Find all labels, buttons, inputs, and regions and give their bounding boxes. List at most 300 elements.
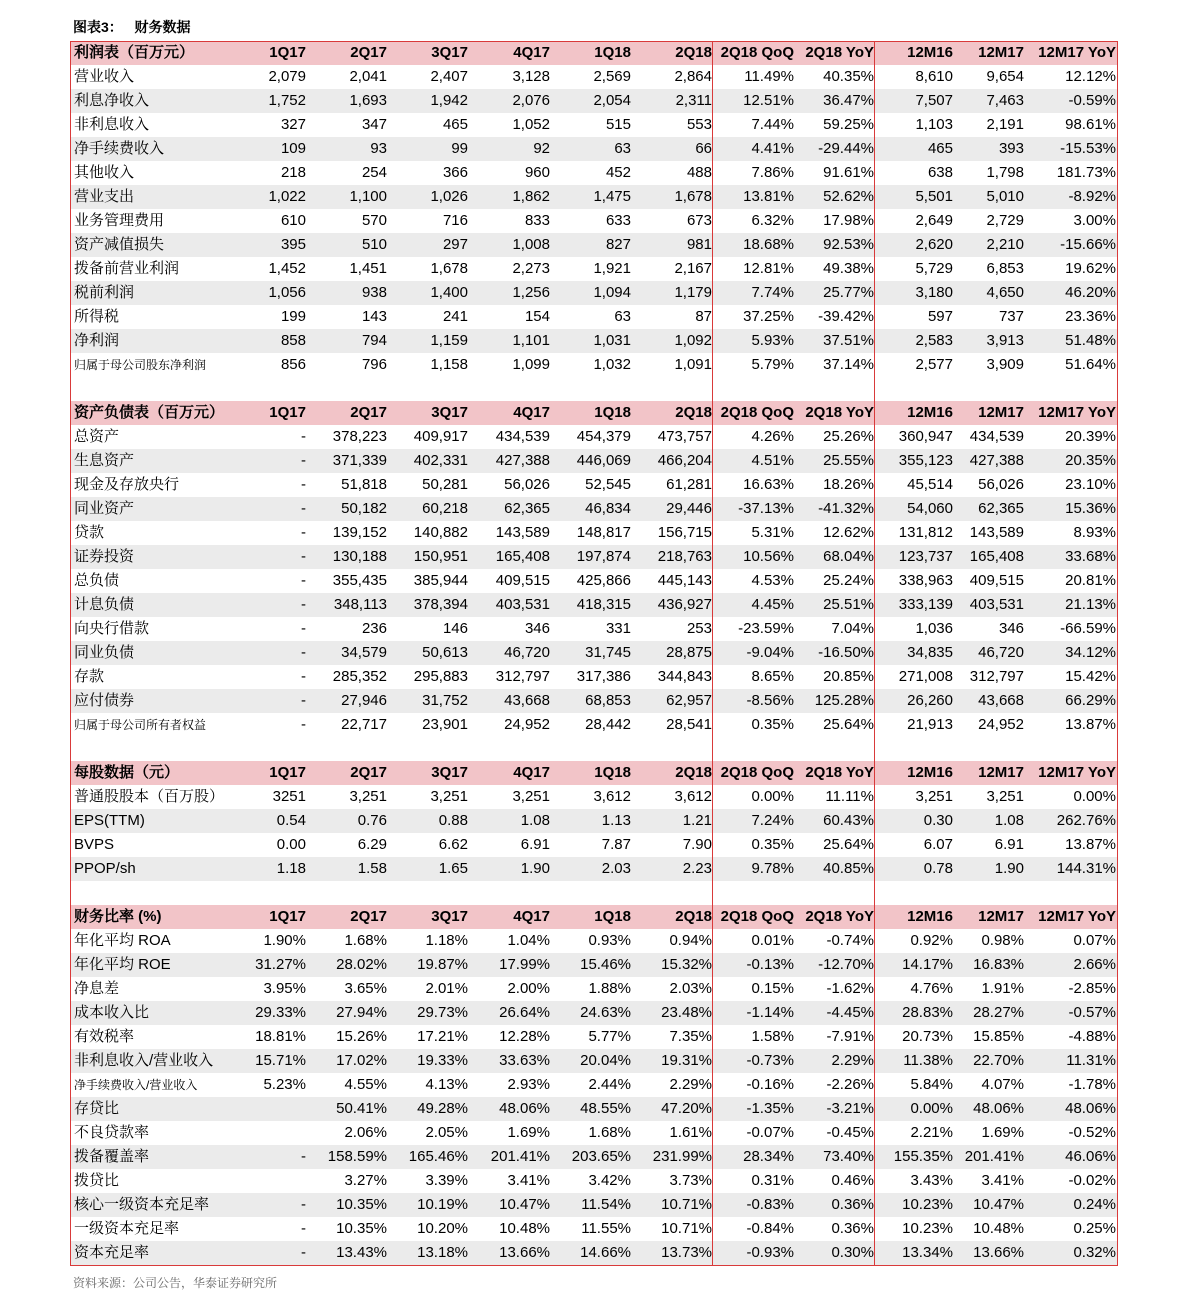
table-cell: 1.04% <box>507 932 550 949</box>
table-cell: 0.88 <box>389 809 470 833</box>
table-cell: - <box>301 524 306 541</box>
table-cell: 2,054 <box>552 89 633 113</box>
table-cell: 1.91% <box>981 980 1024 997</box>
table-cell: 201.41% <box>955 1145 1026 1169</box>
table-cell: 0.30 <box>876 809 955 833</box>
table-cell: - <box>242 689 308 713</box>
table-cell: 59.25% <box>823 116 874 133</box>
table-cell: 10.48% <box>973 1220 1024 1237</box>
table-cell: 231.99% <box>633 1145 714 1169</box>
table-cell: 1.90 <box>955 857 1026 881</box>
table-cell: 15.26% <box>336 1028 387 1045</box>
table-cell: 10.71% <box>633 1193 714 1217</box>
table-cell: 47.20% <box>633 1097 714 1121</box>
table-row <box>70 809 1118 833</box>
table-cell: -9.04% <box>714 641 796 665</box>
row-label: 成本收入比 <box>70 1001 242 1025</box>
table-cell: 3,128 <box>512 68 550 85</box>
column-header: 12M17 YoY <box>1026 401 1118 425</box>
table-cell: -1.78% <box>1068 1076 1116 1093</box>
table-cell: 12.51% <box>714 89 796 113</box>
table-cell: 26,260 <box>876 689 955 713</box>
table-cell: -37.13% <box>714 497 796 521</box>
table-row <box>70 113 1118 137</box>
table-cell: 4.07% <box>981 1076 1024 1093</box>
table-cell: 295,883 <box>413 668 468 685</box>
table-cell: 92 <box>470 137 552 161</box>
table-cell: 3,251 <box>512 788 550 805</box>
table-cell: 99 <box>389 137 470 161</box>
table-cell: 2.21% <box>910 1124 953 1141</box>
table-cell: 165,408 <box>470 545 552 569</box>
table-cell: 2,273 <box>512 260 550 277</box>
table-cell: - <box>301 716 306 733</box>
table-cell: 18.81% <box>255 1028 306 1045</box>
table-cell: 0.35% <box>751 836 794 853</box>
table-cell: 570 <box>361 212 387 229</box>
table-cell: 1.08 <box>955 809 1026 833</box>
table-cell: 2,864 <box>674 68 712 85</box>
table-cell: 8.93% <box>1073 524 1116 541</box>
table-cell: 0.98% <box>981 932 1024 949</box>
row-label: 所得税 <box>74 308 120 325</box>
table-cell: -8.56% <box>714 689 796 713</box>
table-row <box>70 977 1118 1001</box>
table-cell: 18.68% <box>714 233 796 257</box>
table-cell: 331 <box>605 620 631 637</box>
table-cell: 27.94% <box>308 1001 389 1025</box>
table-cell: 5,729 <box>915 260 953 277</box>
table-cell: 20.85% <box>823 668 874 685</box>
table-cell: 140,882 <box>413 524 468 541</box>
table-cell: 165,408 <box>955 545 1026 569</box>
section-title: 每股数据（元） <box>70 761 242 785</box>
table-cell: 2,407 <box>430 68 468 85</box>
table-cell: 5.77% <box>588 1028 631 1045</box>
table-cell: 1.21 <box>633 809 714 833</box>
table-cell: 12.28% <box>499 1028 550 1045</box>
table-cell: 6,853 <box>986 260 1024 277</box>
table-cell: 1,094 <box>552 281 633 305</box>
table-row <box>70 185 1118 209</box>
table-cell: 2,311 <box>633 89 714 113</box>
table-cell: 52.62% <box>796 185 876 209</box>
table-cell: 165.46% <box>389 1145 470 1169</box>
table-cell: 3,180 <box>876 281 955 305</box>
table-cell: 553 <box>686 116 712 133</box>
table-cell: 3,612 <box>593 788 631 805</box>
table-cell: 15.71% <box>242 1049 308 1073</box>
table-cell: 15.46% <box>552 953 633 977</box>
table-cell: 338,963 <box>898 572 953 589</box>
table-cell: -0.02% <box>1068 1172 1116 1189</box>
table-cell: 445,143 <box>657 572 712 589</box>
table-cell: 51,818 <box>341 476 387 493</box>
row-label: 向央行借款 <box>74 620 150 637</box>
table-cell: 17.98% <box>823 212 874 229</box>
table-row <box>70 233 1118 257</box>
table-cell: 3.41% <box>981 1172 1024 1189</box>
table-cell: 3.65% <box>344 980 387 997</box>
table-cell: 344,843 <box>657 668 712 685</box>
table-row <box>70 1097 1118 1121</box>
row-label: 同业资产 <box>70 497 242 521</box>
table-cell: 4.55% <box>344 1076 387 1093</box>
table-cell: 409,515 <box>495 572 550 589</box>
table-cell: -8.92% <box>1026 185 1118 209</box>
table-cell: 253 <box>686 620 712 637</box>
column-header: 2Q17 <box>308 761 389 785</box>
table-cell: 56,026 <box>504 476 550 493</box>
table-cell: 833 <box>524 212 550 229</box>
table-cell <box>242 1121 308 1145</box>
table-cell: 156,715 <box>657 524 712 541</box>
row-label: 有效税率 <box>74 1028 135 1045</box>
row-label: EPS(TTM) <box>70 809 242 833</box>
table-cell: 0.07% <box>1073 932 1116 949</box>
table-cell: -1.62% <box>826 980 874 997</box>
table-cell: 0.24% <box>1026 1193 1118 1217</box>
table-row <box>70 89 1118 113</box>
column-header: 3Q17 <box>389 41 470 65</box>
table-cell: -1.14% <box>714 1001 796 1025</box>
table-cell: 24,952 <box>504 716 550 733</box>
table-cell: 49.28% <box>389 1097 470 1121</box>
table-cell: 93 <box>308 137 389 161</box>
table-cell: 13.43% <box>308 1241 389 1265</box>
table-cell: 2,079 <box>268 68 306 85</box>
table-cell: 37.14% <box>823 356 874 373</box>
table-cell: 2.66% <box>1026 953 1118 977</box>
table-cell: 125.28% <box>796 689 876 713</box>
table-cell: 28.27% <box>955 1001 1026 1025</box>
table-cell: 633 <box>605 212 631 229</box>
table-cell: 11.11% <box>825 788 874 805</box>
table-cell: 10.20% <box>417 1220 468 1237</box>
table-cell: 43,668 <box>955 689 1026 713</box>
table-cell: -66.59% <box>1060 620 1116 637</box>
table-cell: 131,812 <box>898 524 953 541</box>
table-cell: 348,113 <box>308 593 389 617</box>
table-cell: 15.85% <box>973 1028 1024 1045</box>
table-cell: 378,223 <box>332 428 387 445</box>
table-cell: 21,913 <box>907 716 953 733</box>
table-cell: -39.42% <box>818 308 874 325</box>
figure-caption: 图表3： 财务数据 <box>73 19 191 35</box>
table-cell: 6.32% <box>751 212 794 229</box>
table-cell: 20.73% <box>902 1028 953 1045</box>
row-label: 非利息收入/营业收入 <box>70 1049 242 1073</box>
table-cell: 1.90 <box>470 857 552 881</box>
table-cell: 6.91 <box>520 836 550 853</box>
table-row <box>70 1145 1118 1169</box>
table-cell: 199 <box>280 308 306 325</box>
section-spacer <box>70 881 1118 905</box>
table-cell: 0.31% <box>751 1172 794 1189</box>
table-cell: 48.06% <box>955 1097 1026 1121</box>
table-cell: 1,022 <box>242 185 308 209</box>
table-cell: - <box>242 641 308 665</box>
table-row <box>70 1241 1118 1265</box>
table-cell: - <box>242 545 308 569</box>
table-cell: 312,797 <box>495 668 550 685</box>
table-cell: 49.38% <box>823 260 874 277</box>
table-cell: 0.36% <box>796 1193 876 1217</box>
table-cell: 1,475 <box>552 185 633 209</box>
table-cell: 218 <box>280 164 306 181</box>
table-row <box>70 497 1118 521</box>
table-cell: 12.12% <box>1065 68 1116 85</box>
column-header: 2Q18 <box>633 41 714 65</box>
table-cell: 10.35% <box>308 1193 389 1217</box>
row-label: 归属于母公司所有者权益 <box>74 718 207 732</box>
table-cell: 393 <box>955 137 1026 161</box>
table-cell: 2,620 <box>876 233 955 257</box>
table-row <box>70 521 1118 545</box>
table-cell: 25.64% <box>823 716 874 733</box>
row-label: 净手续费收入 <box>70 137 242 161</box>
row-label: 一级资本充足率 <box>74 1220 180 1237</box>
table-cell: 29.33% <box>242 1001 308 1025</box>
frame-yoy-right-line <box>874 41 875 1265</box>
table-cell: 355,123 <box>876 449 955 473</box>
table-cell: 68,853 <box>552 689 633 713</box>
table-cell: 20.35% <box>1026 449 1118 473</box>
section-header-row <box>70 41 1118 65</box>
table-cell: 0.01% <box>751 932 794 949</box>
table-cell: 858 <box>242 329 308 353</box>
table-cell: 91.61% <box>823 164 874 181</box>
table-row <box>70 329 1118 353</box>
table-cell: 36.47% <box>796 89 876 113</box>
table-cell: -4.88% <box>1068 1028 1116 1045</box>
column-header: 12M17 <box>955 905 1026 929</box>
column-header: 2Q17 <box>308 905 389 929</box>
table-cell: 385,944 <box>413 572 468 589</box>
table-cell: 23.10% <box>1065 476 1116 493</box>
table-cell: 34,579 <box>308 641 389 665</box>
column-header: 2Q18 YoY <box>796 761 876 785</box>
column-header: 12M16 <box>876 401 955 425</box>
table-cell: -0.57% <box>1026 1001 1118 1025</box>
table-cell: 436,927 <box>633 593 714 617</box>
table-cell: 19.62% <box>1065 260 1116 277</box>
table-cell: 87 <box>695 308 712 325</box>
table-cell: 360,947 <box>898 428 953 445</box>
table-cell: 1.68% <box>344 932 387 949</box>
table-cell: 29.73% <box>389 1001 470 1025</box>
table-cell: 62,957 <box>633 689 714 713</box>
table-cell: 13.87% <box>1065 836 1116 853</box>
table-cell: 11.54% <box>552 1193 633 1217</box>
table-cell: 5.79% <box>751 356 794 373</box>
table-row <box>70 833 1118 857</box>
table-cell: 203.65% <box>552 1145 633 1169</box>
table-cell: 1,101 <box>470 329 552 353</box>
frame-bottom-line <box>70 1265 1118 1266</box>
table-row <box>70 689 1118 713</box>
column-header: 1Q17 <box>242 401 308 425</box>
table-cell: 9,654 <box>986 68 1024 85</box>
table-cell: - <box>301 428 306 445</box>
table-cell: -29.44% <box>796 137 876 161</box>
table-cell: 1,921 <box>593 260 631 277</box>
table-cell: 446,069 <box>552 449 633 473</box>
table-cell: 4.53% <box>751 572 794 589</box>
table-cell: 54,060 <box>876 497 955 521</box>
row-label: 拨备覆盖率 <box>70 1145 242 1169</box>
row-label: 证券投资 <box>70 545 242 569</box>
table-cell: 17.02% <box>308 1049 389 1073</box>
column-header: 12M17 YoY <box>1026 41 1118 65</box>
table-row <box>70 665 1118 689</box>
table-cell: 488 <box>686 164 712 181</box>
column-header: 2Q18 YoY <box>796 41 876 65</box>
table-cell: 4.76% <box>910 980 953 997</box>
table-cell: 201.41% <box>470 1145 552 1169</box>
section-header-row <box>70 761 1118 785</box>
table-cell: - <box>242 1145 308 1169</box>
table-cell: 50,281 <box>422 476 468 493</box>
table-body <box>70 41 1118 1265</box>
row-label: 贷款 <box>74 524 105 541</box>
frame-left-line <box>70 41 71 1265</box>
table-cell: 17.21% <box>417 1028 468 1045</box>
table-cell: 4.13% <box>425 1076 468 1093</box>
table-cell: 218,763 <box>633 545 714 569</box>
table-cell: 33.63% <box>470 1049 552 1073</box>
table-cell: 1,052 <box>512 116 550 133</box>
row-label: 总负债 <box>74 572 120 589</box>
table-row <box>70 473 1118 497</box>
table-cell: 1.13 <box>552 809 633 833</box>
table-cell: 37.25% <box>743 308 794 325</box>
table-cell: 24.63% <box>552 1001 633 1025</box>
table-cell: 7.24% <box>714 809 796 833</box>
table-cell: 0.78 <box>876 857 955 881</box>
table-cell: 2,569 <box>593 68 631 85</box>
table-cell: 0.32% <box>1026 1241 1118 1265</box>
table-cell: 10.56% <box>714 545 796 569</box>
table-row <box>70 617 1118 641</box>
table-cell: 425,866 <box>576 572 631 589</box>
column-header: 2Q17 <box>308 401 389 425</box>
table-cell: 254 <box>361 164 387 181</box>
section-title: 利润表（百万元） <box>70 41 242 65</box>
table-cell: 1,798 <box>986 164 1024 181</box>
table-cell: 123,737 <box>876 545 955 569</box>
frame-top-line <box>70 41 1118 42</box>
table-cell: 466,204 <box>633 449 714 473</box>
column-header: 1Q18 <box>552 761 633 785</box>
column-header: 2Q18 QoQ <box>714 41 796 65</box>
table-cell: 3.95% <box>263 980 306 997</box>
table-cell: 19.87% <box>389 953 470 977</box>
table-cell: 1,099 <box>512 356 550 373</box>
table-cell: 327 <box>280 116 306 133</box>
table-cell: 960 <box>524 164 550 181</box>
table-row <box>70 1217 1118 1241</box>
frame-qoq-left-line <box>712 41 713 1265</box>
table-cell: 28.83% <box>876 1001 955 1025</box>
table-cell: 144.31% <box>1026 857 1118 881</box>
row-label: 净息差 <box>74 980 120 997</box>
table-cell: 378,394 <box>389 593 470 617</box>
table-cell: 402,331 <box>389 449 470 473</box>
table-cell: 4.41% <box>714 137 796 161</box>
table-cell: - <box>242 497 308 521</box>
table-cell: 1,103 <box>915 116 953 133</box>
table-cell: 0.46% <box>831 1172 874 1189</box>
table-cell: 23.36% <box>1065 308 1116 325</box>
column-header: 12M17 YoY <box>1026 905 1118 929</box>
table-cell: 66 <box>633 137 714 161</box>
table-cell: -0.07% <box>746 1124 794 1141</box>
table-cell: 31,745 <box>552 641 633 665</box>
table-cell: 4.51% <box>714 449 796 473</box>
table-row <box>70 257 1118 281</box>
table-cell: 1,158 <box>430 356 468 373</box>
table-cell: 51.48% <box>1026 329 1118 353</box>
table-cell: 23.48% <box>633 1001 714 1025</box>
table-cell: -0.84% <box>746 1220 794 1237</box>
table-cell: 285,352 <box>332 668 387 685</box>
table-cell: 2.29% <box>669 1076 712 1093</box>
table-row <box>70 1025 1118 1049</box>
table-cell: 31,752 <box>389 689 470 713</box>
table-cell: -7.91% <box>826 1028 874 1045</box>
table-cell: 2.00% <box>507 980 550 997</box>
table-cell: - <box>301 1220 306 1237</box>
table-cell: 0.94% <box>669 932 712 949</box>
table-cell: 1.58 <box>308 857 389 881</box>
table-cell: 1,862 <box>470 185 552 209</box>
table-cell: 0.93% <box>588 932 631 949</box>
table-cell: 19.31% <box>633 1049 714 1073</box>
table-cell: 46.06% <box>1026 1145 1118 1169</box>
table-cell: -2.26% <box>826 1076 874 1093</box>
table-cell: 13.18% <box>389 1241 470 1265</box>
row-label: 生息资产 <box>70 449 242 473</box>
table-cell: 409,515 <box>969 572 1024 589</box>
table-cell: 0.15% <box>751 980 794 997</box>
table-cell: 15.42% <box>1065 668 1116 685</box>
column-header: 3Q17 <box>389 761 470 785</box>
table-cell: 3.43% <box>910 1172 953 1189</box>
table-cell: 2.93% <box>507 1076 550 1093</box>
table-cell: 796 <box>361 356 387 373</box>
row-label: 年化平均 ROE <box>70 953 242 977</box>
table-cell: 1,693 <box>308 89 389 113</box>
table-row <box>70 953 1118 977</box>
table-cell: 1,031 <box>552 329 633 353</box>
table-cell: 92.53% <box>796 233 876 257</box>
table-cell: 23,901 <box>422 716 468 733</box>
column-header: 3Q17 <box>389 905 470 929</box>
table-cell: - <box>242 1193 308 1217</box>
table-cell: -1.35% <box>714 1097 796 1121</box>
table-cell: 50,613 <box>389 641 470 665</box>
table-cell: 26.64% <box>470 1001 552 1025</box>
row-label: 计息负债 <box>70 593 242 617</box>
column-header: 2Q18 <box>633 761 714 785</box>
table-cell: 63 <box>614 308 631 325</box>
table-cell: 1,056 <box>242 281 308 305</box>
table-cell: 50,182 <box>308 497 389 521</box>
table-cell: 46.20% <box>1026 281 1118 305</box>
table-cell: 366 <box>442 164 468 181</box>
table-cell: 0.35% <box>751 716 794 733</box>
